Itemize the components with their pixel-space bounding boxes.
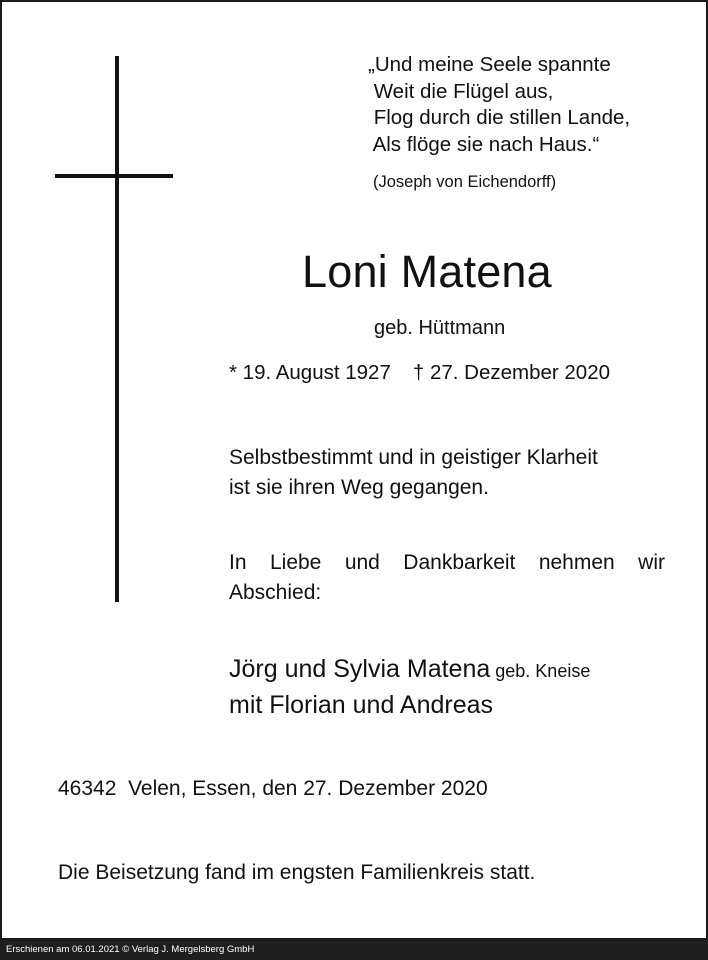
- birth-name: geb. Hüttmann: [374, 317, 506, 339]
- poem-line-2: Weit die Flügel aus,: [368, 79, 554, 103]
- cross-symbol-vertical-bar: [115, 56, 119, 602]
- place-and-date: 46342 Velen, Essen, den 27. Dezember 2020: [58, 777, 488, 800]
- poem-line-3: Flog durch die stillen Lande,: [368, 106, 631, 129]
- poem-attribution: (Joseph von Eichendorff): [373, 173, 557, 191]
- cross-symbol-horizontal-bar: [55, 174, 173, 178]
- birth-date: * 19. August 1927: [229, 361, 391, 384]
- mourners-maiden-name: geb. Kneise: [490, 661, 591, 681]
- paragraph-2-line-2: Abschied:: [229, 581, 322, 604]
- mourners-block: [229, 652, 689, 722]
- paragraph-1-line-1: Selbstbestimmt und in geistiger Klarheit: [229, 446, 598, 469]
- poem-quote: [368, 52, 698, 158]
- death-date: † 27. Dezember 2020: [412, 361, 611, 384]
- burial-note: Die Beisetzung fand im engsten Familienkreis statt.: [58, 861, 536, 884]
- poem-line-4: Als flöge sie nach Haus.“: [368, 132, 600, 156]
- life-dates: [229, 359, 669, 387]
- mourners-line-1: [229, 652, 689, 688]
- paragraph-1-line-2: ist sie ihren Weg gegangen.: [229, 476, 489, 499]
- poem-line-1: „Und meine Seele spannte: [368, 53, 611, 76]
- publication-footer: Erschienen am 06.01.2021 © Verlag J. Mergelsberg GmbH: [0, 940, 708, 960]
- farewell-paragraph-1: [229, 443, 665, 503]
- mourners-line-2: mit Florian und Andreas: [229, 691, 494, 719]
- deceased-name: Loni Matena: [302, 246, 552, 297]
- farewell-paragraph-2: [229, 548, 665, 608]
- paragraph-2-line-1: In Liebe und Dankbarkeit nehmen wir: [229, 551, 665, 574]
- mourners-names: Jörg und Sylvia Matena: [229, 655, 491, 683]
